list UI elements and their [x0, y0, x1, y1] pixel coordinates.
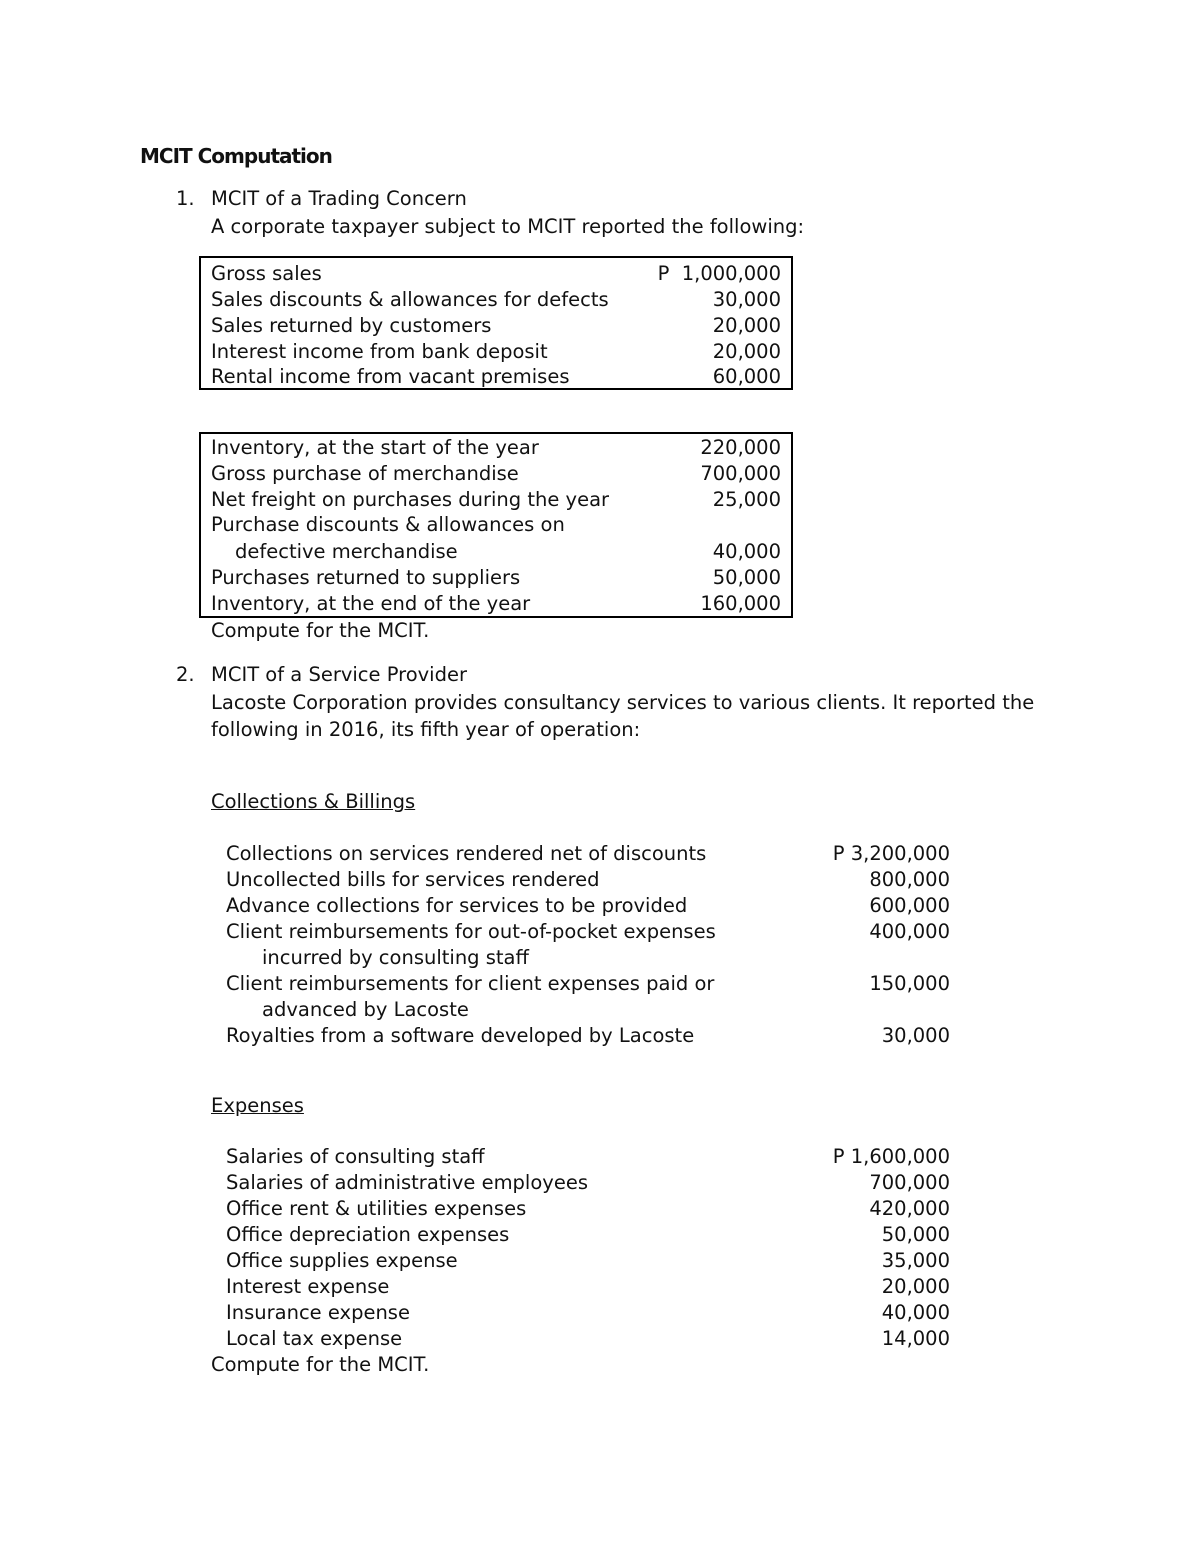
row-label: Inventory, at the end of the year	[211, 592, 531, 615]
list-item	[226, 1023, 950, 1049]
item-value: 40,000	[881, 1301, 950, 1324]
table-row	[201, 565, 791, 591]
item-value: 30,000	[881, 1024, 950, 1047]
page-title: MCIT Computation	[140, 144, 332, 168]
item-value: 800,000	[869, 868, 950, 891]
row-value: 25,000	[712, 488, 781, 511]
row-label: Sales discounts & allowances for defects	[211, 288, 609, 311]
item-label: Office rent & utilities expenses	[226, 1197, 527, 1220]
row-label: Interest income from bank deposit	[211, 340, 548, 363]
problem-2-intro-line-2: following in 2016, its fifth year of operation:	[211, 718, 641, 741]
item-value: 600,000	[869, 894, 950, 917]
table-row	[201, 487, 791, 513]
row-label: Sales returned by customers	[211, 314, 492, 337]
table-row	[201, 364, 791, 390]
list-item	[226, 971, 950, 997]
item-value: 20,000	[881, 1275, 950, 1298]
table-row	[201, 512, 791, 538]
row-value: 30,000	[712, 288, 781, 311]
list-item	[226, 1196, 950, 1222]
item-value: P 3,200,000	[832, 842, 950, 865]
problem-2-heading: MCIT of a Service Provider	[211, 663, 467, 686]
row-value: 700,000	[700, 462, 781, 485]
list-item	[226, 945, 950, 971]
list-item	[226, 1248, 950, 1274]
list-item	[226, 893, 950, 919]
item-label: Collections on services rendered net of discounts	[226, 842, 707, 865]
item-label: Local tax expense	[226, 1327, 403, 1350]
item-value: 420,000	[869, 1197, 950, 1220]
row-label: Gross sales	[211, 262, 322, 285]
table-row	[201, 339, 791, 365]
row-value: 60,000	[712, 365, 781, 388]
item-label: Salaries of administrative employees	[226, 1171, 588, 1194]
sales-income-table	[199, 256, 793, 390]
item-label: Royalties from a software developed by Lacoste	[226, 1024, 695, 1047]
problem-2-intro-line-1: Lacoste Corporation provides consultancy services to various clients. It reported the	[211, 691, 1035, 714]
item-value: 700,000	[869, 1171, 950, 1194]
problem-1-intro: A corporate taxpayer subject to MCIT reported the following:	[211, 215, 805, 238]
row-label: defective merchandise	[235, 540, 458, 563]
table-row	[201, 461, 791, 487]
item-label: Client reimbursements for client expenses paid or	[226, 972, 715, 995]
problem-2-number: 2.	[176, 663, 195, 686]
item-label: advanced by Lacoste	[262, 998, 469, 1021]
list-item	[226, 1170, 950, 1196]
list-item	[226, 841, 950, 867]
table-row	[201, 435, 791, 461]
item-label: Office depreciation expenses	[226, 1223, 510, 1246]
table-row	[201, 591, 791, 617]
row-label: Gross purchase of merchandise	[211, 462, 519, 485]
inventory-purchases-table	[199, 432, 793, 618]
row-label: Rental income from vacant premises	[211, 365, 570, 388]
row-value: 20,000	[712, 340, 781, 363]
row-label: Purchases returned to suppliers	[211, 566, 521, 589]
item-value: 35,000	[881, 1249, 950, 1272]
item-value: 50,000	[881, 1223, 950, 1246]
list-item	[226, 1144, 950, 1170]
item-value: 400,000	[869, 920, 950, 943]
table-row	[201, 539, 791, 565]
row-value: 20,000	[712, 314, 781, 337]
list-item	[226, 997, 950, 1023]
item-label: Client reimbursements for out-of-pocket expenses	[226, 920, 716, 943]
item-label: Interest expense	[226, 1275, 390, 1298]
item-label: Office supplies expense	[226, 1249, 458, 1272]
problem-1-number: 1.	[176, 187, 195, 210]
list-item	[226, 867, 950, 893]
row-value: 50,000	[712, 566, 781, 589]
row-label: Net freight on purchases during the year	[211, 488, 610, 511]
problem-1-heading: MCIT of a Trading Concern	[211, 187, 467, 210]
row-label: Inventory, at the start of the year	[211, 436, 539, 459]
item-label: incurred by consulting staff	[262, 946, 529, 969]
row-value: 160,000	[700, 592, 781, 615]
list-item	[226, 1222, 950, 1248]
item-value: 150,000	[869, 972, 950, 995]
item-label: Insurance expense	[226, 1301, 410, 1324]
collections-heading: Collections & Billings	[211, 790, 416, 813]
row-value: 40,000	[712, 540, 781, 563]
item-label: Salaries of consulting staff	[226, 1145, 485, 1168]
table-row	[201, 287, 791, 313]
item-label: Advance collections for services to be provided	[226, 894, 688, 917]
row-value: 220,000	[700, 436, 781, 459]
row-value: P 1,000,000	[657, 262, 781, 285]
list-item	[226, 919, 950, 945]
list-item	[226, 1300, 950, 1326]
item-label: Uncollected bills for services rendered	[226, 868, 600, 891]
item-value: P 1,600,000	[832, 1145, 950, 1168]
table-row	[201, 313, 791, 339]
list-item	[226, 1274, 950, 1300]
problem-2-instruction: Compute for the MCIT.	[211, 1353, 430, 1376]
row-label: Purchase discounts & allowances on	[211, 513, 565, 536]
list-item	[226, 1326, 950, 1352]
table-row	[201, 261, 791, 287]
problem-1-instruction: Compute for the MCIT.	[211, 619, 430, 642]
item-value: 14,000	[881, 1327, 950, 1350]
expenses-heading: Expenses	[211, 1094, 304, 1117]
